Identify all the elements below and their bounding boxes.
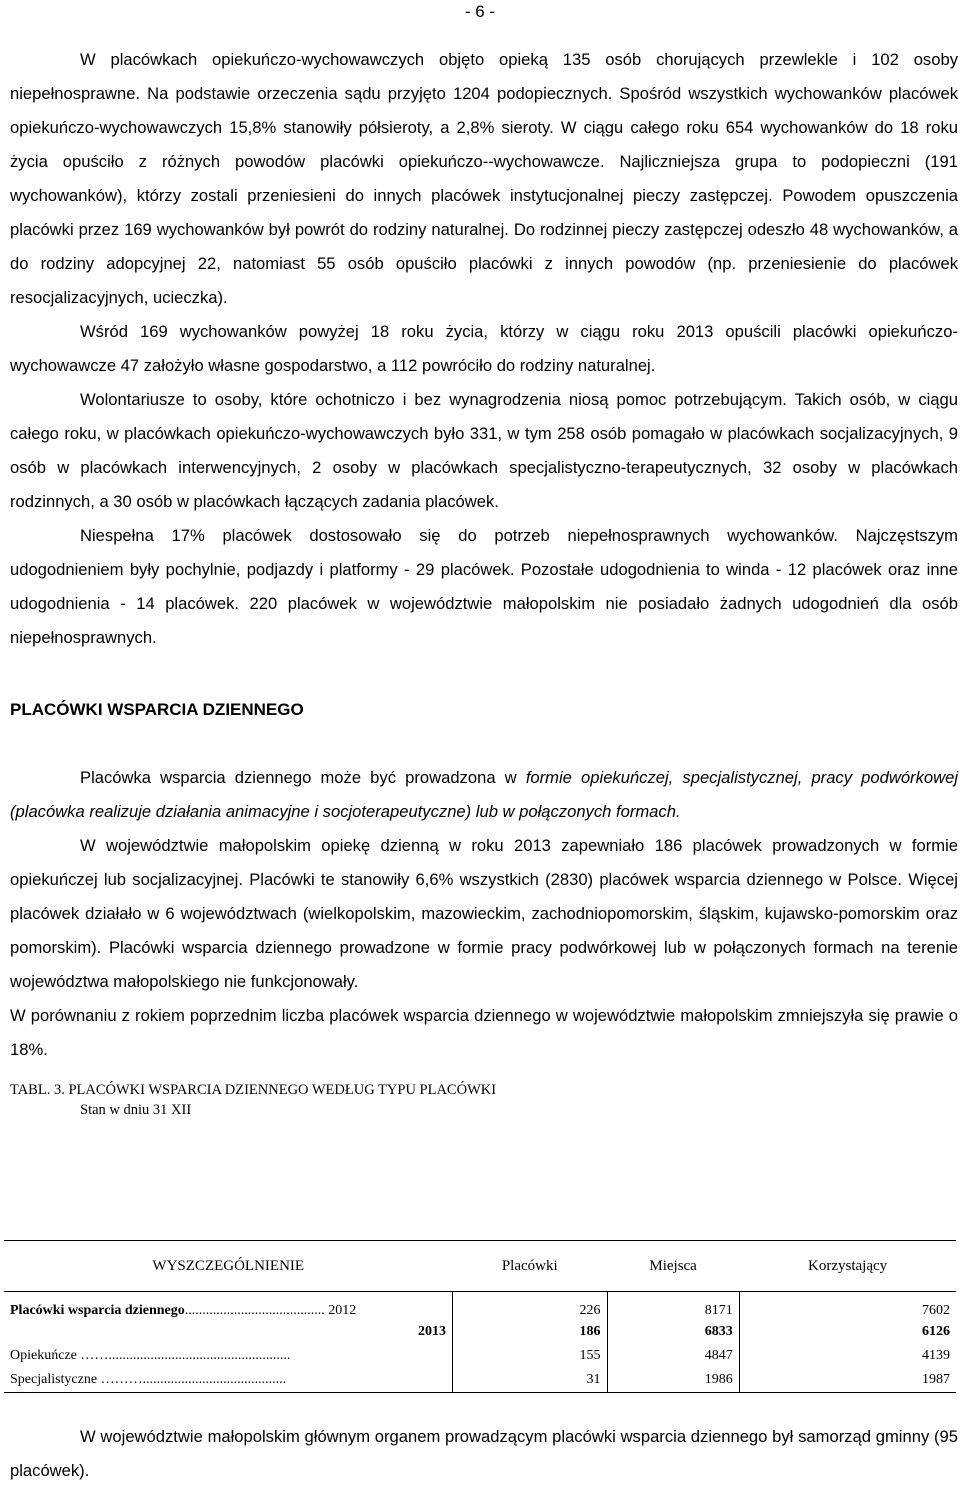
table-header-row: [4, 1241, 956, 1292]
cell-placowki: 186: [453, 1320, 608, 1344]
table-subtitle: Stan w dniu 31 XII: [80, 1102, 192, 1118]
paragraph: W województwie małopolskim głównym organem prowadzącym placówki wsparcia dziennego był samorząd gminny (95 placówek).: [10, 1426, 958, 1480]
paragraph: Niespełna 17% placówek dostosowało się do potrzeb niepełnosprawnych wychowanków. Najczęstszym udogodnieniem były pochylnie, podjazdy i platformy - 29 placówek. Pozostałe udogodnienia to winda - 12 placówek oraz inne udogodnienia - 14 placówek. 220 placówek w województwie małopolskim nie posiadało żadnych udogodnień dla osób niepełnosprawnych.: [10, 526, 958, 647]
table-row: [4, 1292, 956, 1321]
section-title: PLACÓWKI WSPARCIA DZIENNEGO: [10, 700, 304, 719]
row-label: [4, 1368, 453, 1393]
cell-korzystajacy: 6126: [739, 1320, 956, 1344]
table-row: [4, 1320, 956, 1344]
paragraph: W województwie małopolskim opiekę dzienną w roku 2013 zapewniało 186 placówek prowadzonych w formie opiekuńczej lub socjalizacyjnej. Placówki te stanowiły 6,6% wszystkich (2830) placówek wsparcia dziennego w Polsce. Więcej placówek działało w 6 województwach (wielkopolskim, mazowieckim, zachodniopomorskim, śląskim, kujawsko-pomorskim oraz pomorskim). Placówki wsparcia dziennego prowadzone w formie pracy podwórkowej lub w połączonych formach na terenie województwa małopolskiego nie funkcjonowały.: [10, 836, 958, 991]
cell-miejsca: 8171: [607, 1292, 739, 1321]
table-row: [4, 1344, 956, 1368]
row-year: 2012: [328, 1303, 357, 1318]
column-header: Korzystający: [739, 1241, 956, 1292]
row-year: 2013: [418, 1324, 446, 1339]
cell-korzystajacy: 4139: [739, 1344, 956, 1368]
paragraph: W porównaniu z rokiem poprzednim liczba placówek wsparcia dziennego w województwie małopolskim zmniejszyła się prawie o 18%.: [10, 1006, 958, 1059]
intro-text: Placówka wsparcia dziennego może być prowadzona w: [80, 768, 526, 787]
table-title: TABL. 3. PLACÓWKI WSPARCIA DZIENNEGO WEDŁUG TYPU PLACÓWKI: [10, 1082, 497, 1098]
column-header: Placówki: [453, 1241, 608, 1292]
cell-placowki: 155: [453, 1344, 608, 1368]
column-header: Miejsca: [607, 1241, 739, 1292]
row-label: [4, 1320, 453, 1344]
paragraph: W placówkach opiekuńczo-wychowawczych objęto opieką 135 osób chorujących przewlekle i 102 osoby niepełnosprawne. Na podstawie orzeczenia sądu przyjęto 1204 podopiecznych. Spośród wszystkich wychowanków placówek opiekuńczo-wychowawczych 15,8% stanowiły półsieroty, a 2,8% sieroty. W ciągu całego roku 654 wychowanków do 18 roku życia opuściło z różnych powodów placówki opiekuńczo--wychowawcze. Najliczniejsza grupa to podopieczni (191 wychowanków), którzy zostali przeniesieni do innych placówek instytucjonalnej pieczy zastępczej. Powodem opuszczenia placówki przez 169 wychowanków był powrót do rodziny naturalnej. Do rodzinnej pieczy zastępczej odeszło 48 wychowanków, a do rodziny adopcyjnej 22, natomiast 55 osób opuściło placówki z innych powodów (np. przeniesienie do placówek resocjalizacyjnych, ucieczka).: [10, 50, 958, 307]
paragraph: Wolontariusze to osoby, które ochotniczo i bez wynagrodzenia niosą pomoc potrzebującym. Takich osób, w ciągu całego roku, w placówkach opiekuńczo-wychowawczych było 331, w tym 258 osób pomagało w placówkach socjalizacyjnych, 9 osób w placówkach interwencyjnych, 2 osoby w placówkach specjalistyczno-terapeutycznych, 32 osoby w placówkach rodzinnych, a 30 osób w placówkach łączących zadania placówek.: [10, 390, 958, 511]
intro-italic-text: formie opiekuńczej, specjalistycznej, pracy podwórkowej (placówka realizuje działania animacyjne i socjoterapeutyczne) lub w połączonych formach.: [10, 768, 959, 821]
row-label-text: Opiekuńcze: [10, 1348, 77, 1363]
table-row: [4, 1368, 956, 1393]
data-table: [4, 1240, 956, 1393]
paragraph: Wśród 169 wychowanków powyżej 18 roku życia, którzy w ciągu roku 2013 opuścili placówki opiekuńczo-wychowawcze 47 założyło własne gospodarstwo, a 112 powróciło do rodziny naturalnej.: [10, 322, 958, 375]
leader-dots: ……….........................................: [100, 1372, 287, 1387]
cell-miejsca: 1986: [607, 1368, 739, 1393]
table-caption: [10, 1080, 958, 1120]
row-label-text: Specjalistyczne: [10, 1372, 98, 1387]
row-label: [4, 1344, 453, 1368]
cell-korzystajacy: 7602: [739, 1292, 956, 1321]
column-header: WYSZCZEGÓLNIENIE: [4, 1241, 453, 1292]
cell-miejsca: 4847: [607, 1344, 739, 1368]
cell-placowki: 31: [453, 1368, 608, 1393]
page-number: - 6 -: [464, 2, 496, 21]
cell-miejsca: 6833: [607, 1320, 739, 1344]
row-label-text: Placówki wsparcia dziennego: [10, 1303, 185, 1318]
leader-dots: ........................................: [184, 1303, 325, 1318]
leader-dots: ……....................................................: [80, 1348, 291, 1363]
row-label: [4, 1292, 453, 1321]
cell-korzystajacy: 1987: [739, 1368, 956, 1393]
cell-placowki: 226: [453, 1292, 608, 1321]
section-intro: [10, 761, 958, 829]
document-body: [10, 43, 958, 1120]
